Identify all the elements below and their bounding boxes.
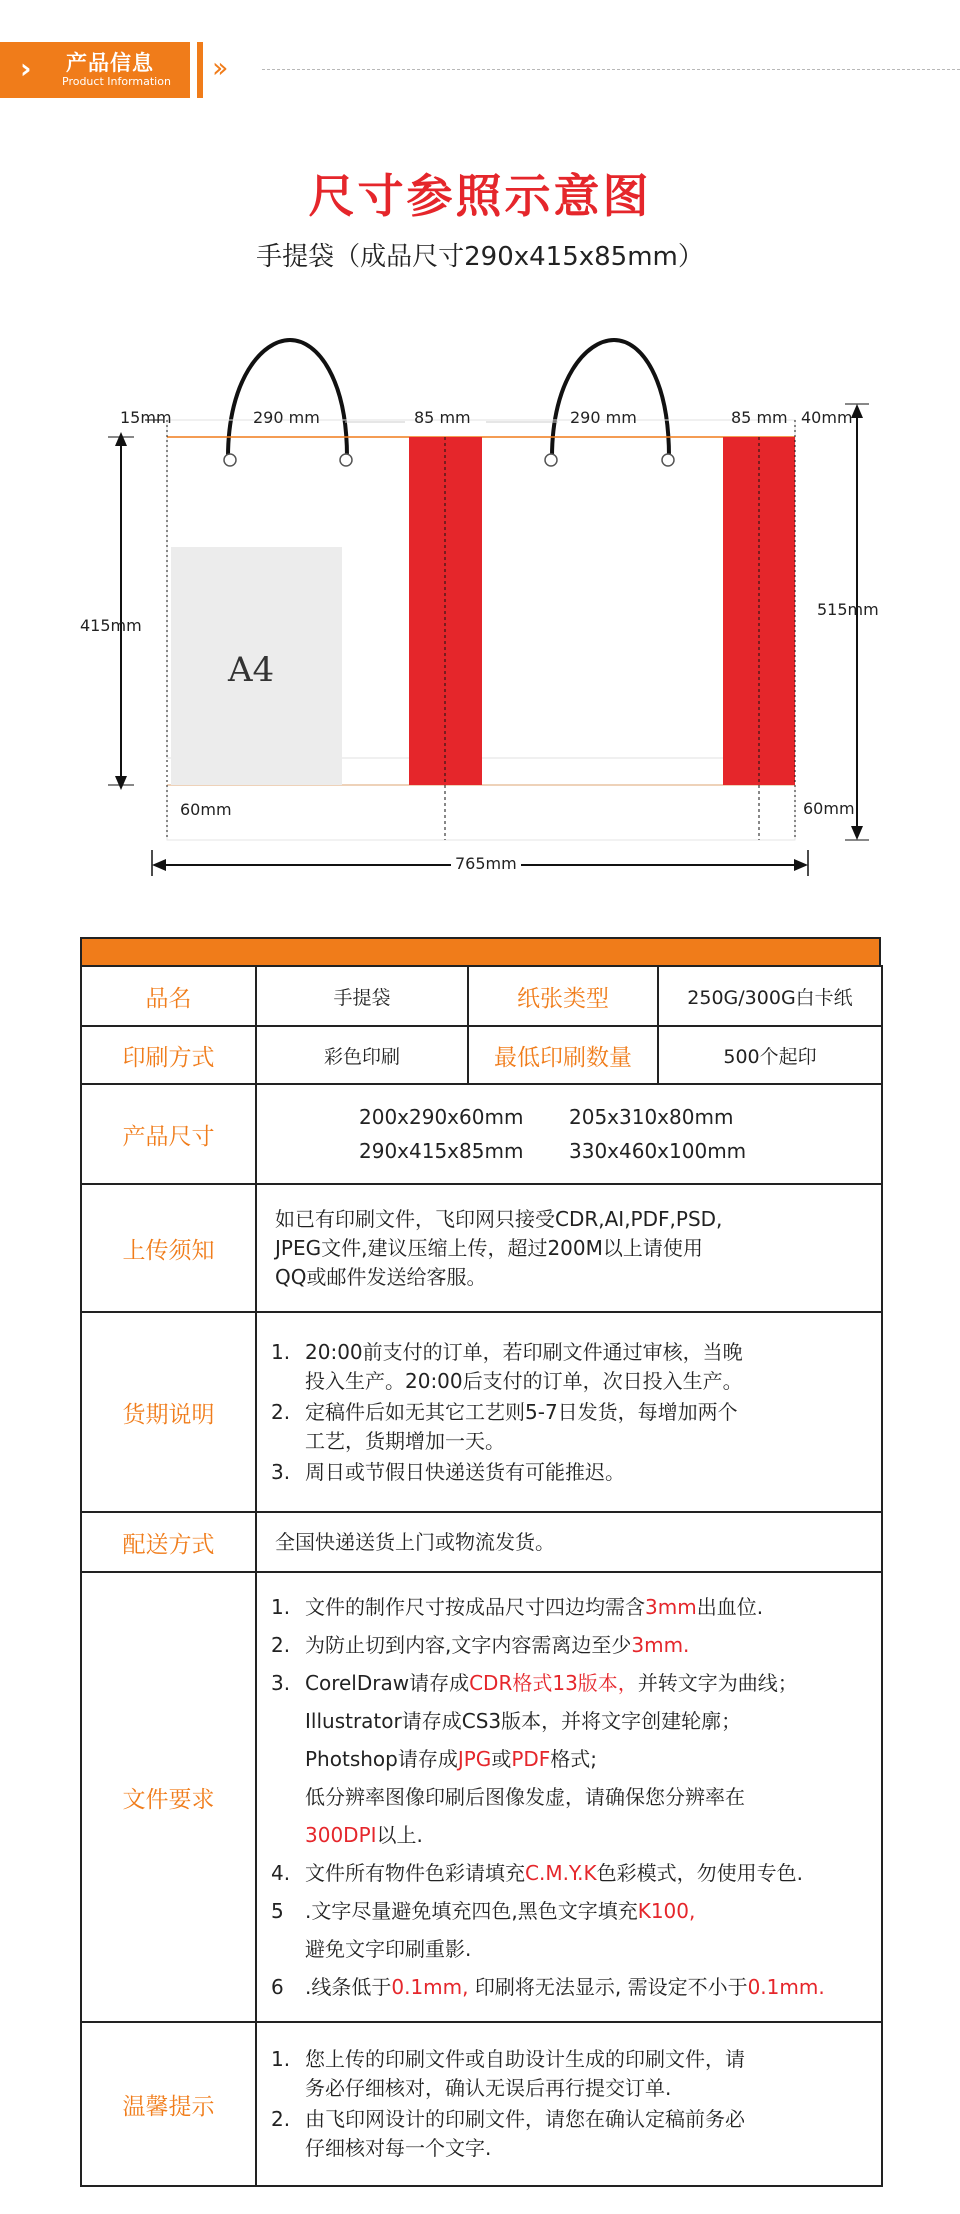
size-option: 290x415x85mm	[359, 1139, 524, 1163]
upload-line: JPEG文件,建议压缩上传，超过200M以上请使用	[275, 1235, 703, 1260]
label-print-method: 印刷方式	[81, 1026, 256, 1084]
chevron-right-icon: ›	[20, 52, 26, 85]
banner-divider	[262, 69, 960, 70]
label-product-name: 品名	[81, 966, 256, 1026]
value-file-requirements	[256, 1572, 882, 2022]
page-title: 尺寸参照示意图	[308, 169, 652, 223]
list-item: 4. 文件所有物件色彩请填充C.M.Y.K色彩模式，勿使用专色.	[271, 1861, 803, 1885]
dim-bottom-right: 60mm	[803, 799, 855, 818]
dim-bag-height: 415mm	[80, 616, 142, 635]
banner-subtitle: Product Information	[62, 75, 171, 88]
label-tips: 温馨提示	[81, 2022, 256, 2186]
dim-gusset-2: 85 mm	[731, 408, 788, 427]
list-item: 3. 周日或节假日快递送货有可能推迟。	[271, 1459, 625, 1484]
spec-table	[80, 937, 881, 2187]
table-row	[81, 1512, 882, 1572]
banner-stripe	[197, 42, 203, 98]
list-item: 6 .线条低于0.1mm, 印刷将无法显示, 需设定不小于0.1mm.	[271, 1975, 825, 1999]
table-row	[81, 1312, 882, 1512]
dim-total-width: 765mm	[451, 854, 521, 873]
dim-total-height: 515mm	[817, 600, 879, 619]
bag-dieline-diagram	[0, 320, 960, 890]
table-row	[81, 1084, 882, 1184]
size-option: 200x290x60mm	[359, 1105, 524, 1129]
value-product-name: 手提袋	[256, 966, 468, 1026]
a4-label: A4	[228, 650, 275, 690]
value-sizes	[256, 1084, 882, 1184]
list-item: 5 .文字尽量避免填充四色,黑色文字填充K100, 避免文字印刷重影.	[271, 1899, 696, 1961]
list-item: 3. CorelDraw请存成CDR格式13版本，并转文字为曲线； Illustrator请存成CS3版本，并将文字创建轮廓； Photshop请存成JPG或PDF格式; 低分辨率图像印刷后图像发虚，请确保您分辨率在 300DPI以上.	[271, 1671, 798, 1847]
table-row	[81, 1184, 882, 1312]
label-min-quantity: 最低印刷数量	[468, 1026, 658, 1084]
label-paper-type: 纸张类型	[468, 966, 658, 1026]
label-shipping: 配送方式	[81, 1512, 256, 1572]
value-min-quantity: 500个起印	[658, 1026, 882, 1084]
handle-left	[228, 340, 347, 457]
label-file-requirements: 文件要求	[81, 1572, 256, 2022]
table-row	[81, 1572, 882, 2022]
banner-title: 产品信息	[66, 51, 154, 75]
value-print-method: 彩色印刷	[256, 1026, 468, 1084]
bottom-flap	[167, 785, 795, 840]
upload-line: 如已有印刷文件，飞印网只接受CDR,AI,PDF,PSD,	[275, 1206, 723, 1231]
dim-glue-flap: 15mm	[120, 408, 172, 427]
dim-bottom-left: 60mm	[180, 800, 232, 819]
label-delivery: 货期说明	[81, 1312, 256, 1512]
dim-front-width: 290 mm	[253, 408, 320, 427]
section-banner	[0, 42, 960, 98]
spec-grid	[80, 965, 883, 2187]
size-option: 330x460x100mm	[569, 1139, 747, 1163]
banner-box	[0, 42, 190, 98]
size-option: 205x310x80mm	[569, 1105, 734, 1129]
dim-gusset-1: 85 mm	[414, 408, 471, 427]
table-row	[81, 966, 882, 1026]
list-item: 1. 文件的制作尺寸按成品尺寸四边均需含3mm出血位.	[271, 1595, 764, 1619]
list-item: 2. 为防止切到内容,文字内容需离边至少3mm.	[271, 1633, 690, 1657]
value-tips	[256, 2022, 882, 2186]
list-item: 1. 您上传的印刷文件或自助设计生成的印刷文件，请 务必仔细核对，确认无误后再行提交订单.	[271, 2047, 745, 2100]
handle-right	[552, 340, 669, 457]
value-delivery	[256, 1312, 882, 1512]
page-subtitle: 手提袋（成品尺寸290x415x85mm）	[256, 242, 704, 272]
value-paper-type: 250G/300G白卡纸	[658, 966, 882, 1026]
table-row	[81, 1026, 882, 1084]
list-item: 2. 定稿件后如无其它工艺则5-7日发货，每增加两个 工艺，货期增加一天。	[271, 1399, 738, 1453]
table-row	[81, 2022, 882, 2186]
value-upload	[256, 1184, 882, 1312]
label-upload: 上传须知	[81, 1184, 256, 1312]
upload-line: QQ或邮件发送给客服。	[275, 1264, 487, 1289]
double-chevron-right-icon: ››	[212, 51, 223, 84]
list-item: 1. 20:00前支付的订单，若印刷文件通过审核，当晚 投入生产。20:00后支付的订单，次日投入生产。	[271, 1339, 743, 1393]
value-shipping: 全国快递送货上门或物流发货。	[256, 1512, 882, 1572]
table-header-bar	[80, 937, 881, 965]
dim-top-flap: 40mm	[801, 408, 853, 427]
dim-back-width: 290 mm	[570, 408, 637, 427]
list-item: 2. 由飞印网设计的印刷文件，请您在确认定稿前务必 仔细核对每一个文字.	[271, 2107, 745, 2160]
label-sizes: 产品尺寸	[81, 1084, 256, 1184]
